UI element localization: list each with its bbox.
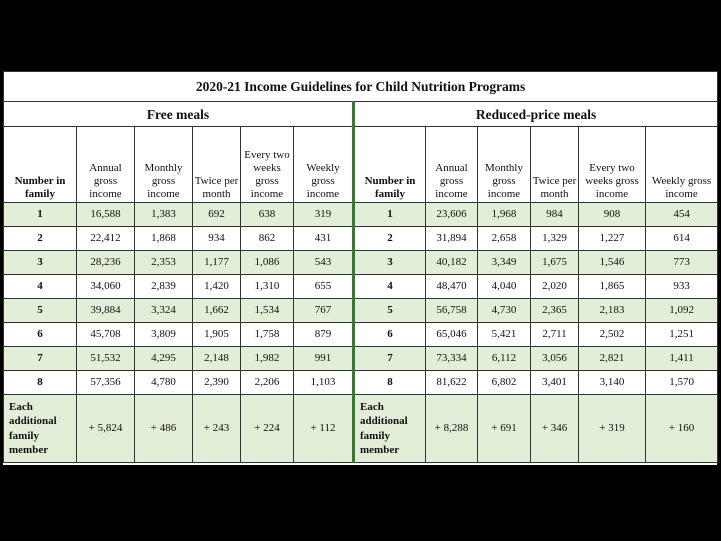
cell-additional-label: Each additional family member xyxy=(4,395,77,463)
cell-reduced-twice: 3,056 xyxy=(531,347,579,371)
cell-free-monthly: 2,839 xyxy=(135,275,193,299)
cell-family-size: 3 xyxy=(354,251,426,275)
cell-free-monthly: 2,353 xyxy=(135,251,193,275)
cell-reduced-biweekly: 1,227 xyxy=(579,227,646,251)
cell-free-biweekly: 2,206 xyxy=(241,371,294,395)
header-reduced-every-two-weeks: Every two weeks gross income xyxy=(579,127,646,203)
cell-reduced-biweekly: 2,183 xyxy=(579,299,646,323)
cell-reduced-annual: 65,046 xyxy=(426,323,478,347)
header-free-every-two-weeks: Every two weeks gross income xyxy=(241,127,294,203)
cell-free-biweekly: 1,758 xyxy=(241,323,294,347)
cell-free-monthly: 1,868 xyxy=(135,227,193,251)
cell-reduced-monthly: 6,112 xyxy=(478,347,531,371)
cell-reduced-annual: 56,758 xyxy=(426,299,478,323)
cell-family-size: 7 xyxy=(4,347,77,371)
cell-reduced-monthly: 2,658 xyxy=(478,227,531,251)
cell-family-size: 5 xyxy=(4,299,77,323)
cell-reduced-annual: 40,182 xyxy=(426,251,478,275)
cell-reduced-weekly: 1,251 xyxy=(646,323,718,347)
header-free-number-in-family: Number in family xyxy=(4,127,77,203)
table-row-additional xyxy=(4,395,718,463)
cell-reduced-monthly: + 691 xyxy=(478,395,531,463)
cell-free-annual: 16,588 xyxy=(77,203,135,227)
cell-free-twice: 1,662 xyxy=(193,299,241,323)
section-reduced-price-meals: Reduced-price meals xyxy=(354,102,718,127)
cell-reduced-annual: 73,334 xyxy=(426,347,478,371)
cell-reduced-monthly: 3,349 xyxy=(478,251,531,275)
cell-reduced-biweekly: 908 xyxy=(579,203,646,227)
cell-free-annual: 51,532 xyxy=(77,347,135,371)
cell-reduced-weekly: 454 xyxy=(646,203,718,227)
section-free-meals: Free meals xyxy=(4,102,354,127)
cell-reduced-twice: 1,329 xyxy=(531,227,579,251)
cell-free-biweekly: 1,534 xyxy=(241,299,294,323)
cell-free-biweekly: + 224 xyxy=(241,395,294,463)
cell-reduced-biweekly: 1,865 xyxy=(579,275,646,299)
cell-reduced-weekly: 614 xyxy=(646,227,718,251)
cell-reduced-biweekly: 1,546 xyxy=(579,251,646,275)
cell-reduced-weekly: 1,411 xyxy=(646,347,718,371)
cell-reduced-biweekly: 2,502 xyxy=(579,323,646,347)
cell-free-biweekly: 638 xyxy=(241,203,294,227)
cell-reduced-weekly: 773 xyxy=(646,251,718,275)
cell-free-weekly: 879 xyxy=(294,323,354,347)
cell-reduced-weekly: 1,092 xyxy=(646,299,718,323)
cell-reduced-twice: 3,401 xyxy=(531,371,579,395)
cell-free-twice: 1,177 xyxy=(193,251,241,275)
cell-free-monthly: 3,809 xyxy=(135,323,193,347)
cell-family-size: 4 xyxy=(354,275,426,299)
table-row xyxy=(4,251,718,275)
cell-free-annual: 34,060 xyxy=(77,275,135,299)
cell-family-size: 6 xyxy=(4,323,77,347)
cell-family-size: 3 xyxy=(4,251,77,275)
cell-reduced-twice: 2,365 xyxy=(531,299,579,323)
cell-free-biweekly: 1,310 xyxy=(241,275,294,299)
cell-reduced-annual: + 8,288 xyxy=(426,395,478,463)
cell-free-annual: + 5,824 xyxy=(77,395,135,463)
cell-reduced-annual: 48,470 xyxy=(426,275,478,299)
table-row xyxy=(4,203,718,227)
cell-family-size: 8 xyxy=(4,371,77,395)
cell-free-biweekly: 1,982 xyxy=(241,347,294,371)
cell-reduced-twice: 2,020 xyxy=(531,275,579,299)
cell-family-size: 2 xyxy=(354,227,426,251)
cell-free-monthly: 1,383 xyxy=(135,203,193,227)
cell-free-twice: 692 xyxy=(193,203,241,227)
cell-family-size: 7 xyxy=(354,347,426,371)
header-reduced-monthly: Monthly gross income xyxy=(478,127,531,203)
header-free-weekly: Weekly gross income xyxy=(294,127,354,203)
cell-reduced-weekly: 1,570 xyxy=(646,371,718,395)
table-row xyxy=(4,371,718,395)
header-free-twice-per-month: Twice per month xyxy=(193,127,241,203)
cell-reduced-biweekly: + 319 xyxy=(579,395,646,463)
cell-free-weekly: + 112 xyxy=(294,395,354,463)
cell-free-biweekly: 862 xyxy=(241,227,294,251)
cell-reduced-monthly: 5,421 xyxy=(478,323,531,347)
cell-reduced-annual: 31,894 xyxy=(426,227,478,251)
cell-free-twice: 1,905 xyxy=(193,323,241,347)
cell-family-size: 8 xyxy=(354,371,426,395)
table-row xyxy=(4,347,718,371)
cell-reduced-annual: 23,606 xyxy=(426,203,478,227)
income-guidelines-table xyxy=(3,71,718,463)
cell-reduced-biweekly: 2,821 xyxy=(579,347,646,371)
table-title: 2020-21 Income Guidelines for Child Nutrition Programs xyxy=(4,72,718,102)
table-row xyxy=(4,275,718,299)
cell-reduced-weekly: 933 xyxy=(646,275,718,299)
cell-free-weekly: 991 xyxy=(294,347,354,371)
cell-reduced-monthly: 4,730 xyxy=(478,299,531,323)
cell-reduced-monthly: 6,802 xyxy=(478,371,531,395)
cell-free-weekly: 319 xyxy=(294,203,354,227)
cell-free-monthly: + 486 xyxy=(135,395,193,463)
table-row xyxy=(4,323,718,347)
cell-free-annual: 57,356 xyxy=(77,371,135,395)
income-guidelines-sheet xyxy=(3,71,717,465)
cell-free-weekly: 431 xyxy=(294,227,354,251)
header-reduced-twice-per-month: Twice per month xyxy=(531,127,579,203)
table-row xyxy=(4,227,718,251)
header-reduced-number-in-family: Number in family xyxy=(354,127,426,203)
cell-additional-label: Each additional family member xyxy=(354,395,426,463)
cell-reduced-twice: 984 xyxy=(531,203,579,227)
cell-free-annual: 22,412 xyxy=(77,227,135,251)
header-free-annual: Annual gross income xyxy=(77,127,135,203)
cell-free-weekly: 767 xyxy=(294,299,354,323)
cell-family-size: 6 xyxy=(354,323,426,347)
cell-reduced-twice: 1,675 xyxy=(531,251,579,275)
cell-reduced-annual: 81,622 xyxy=(426,371,478,395)
cell-free-weekly: 1,103 xyxy=(294,371,354,395)
cell-family-size: 4 xyxy=(4,275,77,299)
cell-free-weekly: 543 xyxy=(294,251,354,275)
cell-free-biweekly: 1,086 xyxy=(241,251,294,275)
cell-free-twice: 1,420 xyxy=(193,275,241,299)
cell-family-size: 1 xyxy=(354,203,426,227)
cell-free-monthly: 4,780 xyxy=(135,371,193,395)
cell-reduced-monthly: 1,968 xyxy=(478,203,531,227)
cell-reduced-twice: + 346 xyxy=(531,395,579,463)
cell-free-twice: 2,390 xyxy=(193,371,241,395)
cell-reduced-weekly: + 160 xyxy=(646,395,718,463)
cell-free-monthly: 3,324 xyxy=(135,299,193,323)
cell-family-size: 2 xyxy=(4,227,77,251)
header-free-monthly: Monthly gross income xyxy=(135,127,193,203)
cell-family-size: 1 xyxy=(4,203,77,227)
header-reduced-annual: Annual gross income xyxy=(426,127,478,203)
header-reduced-weekly: Weekly gross income xyxy=(646,127,718,203)
cell-family-size: 5 xyxy=(354,299,426,323)
cell-free-annual: 45,708 xyxy=(77,323,135,347)
cell-free-weekly: 655 xyxy=(294,275,354,299)
cell-reduced-monthly: 4,040 xyxy=(478,275,531,299)
cell-free-monthly: 4,295 xyxy=(135,347,193,371)
cell-free-annual: 39,884 xyxy=(77,299,135,323)
cell-reduced-biweekly: 3,140 xyxy=(579,371,646,395)
cell-reduced-twice: 2,711 xyxy=(531,323,579,347)
table-row xyxy=(4,299,718,323)
cell-free-twice: 2,148 xyxy=(193,347,241,371)
cell-free-annual: 28,236 xyxy=(77,251,135,275)
cell-free-twice: + 243 xyxy=(193,395,241,463)
cell-free-twice: 934 xyxy=(193,227,241,251)
